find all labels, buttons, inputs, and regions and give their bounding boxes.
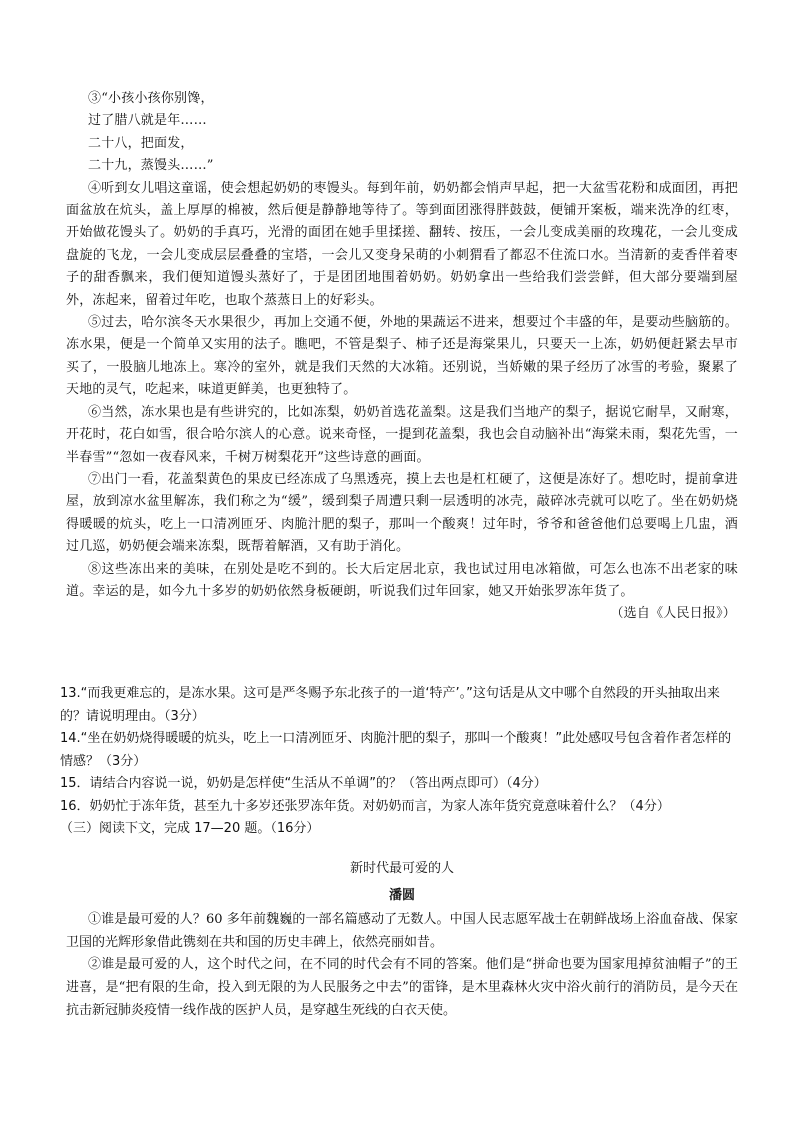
poem-line: ③“小孩小孩你别馋，: [88, 91, 214, 106]
poem-line: 二十九，蒸馒头……”: [88, 158, 214, 174]
article-author: 潘圆: [388, 887, 415, 903]
paragraph-4: ④听到女儿唱这童谣，使会想起奶奶的枣馒头。每到年前，奶奶都会悄声早起，把一大盆雪花粉和成面团，再把面盆放在炕头，盖上厚厚的棉被，然后便是静静地等待了。等到面团涨得胖鼓鼓，便铺开案板，端来洗净的红枣，开始做花馒头了。奶奶的手真巧，光滑的面团在她手里揉搓、翻转、按压，一会儿变成美丽的玫瑰花，一会儿变成盘旋的飞龙，一会儿变成层层叠叠的宝塔，一会儿又变身呆萌的小刺猬看了都忍不住流口水。当清新的麦香伴着枣子的甜香飘来，我们便知道馒头蒸好了，于是团团地围着奶奶。奶奶拿出一些给我们尝尝鲜，但大部分要端到屋外，冻起来，留着过年吃，也取个蒸蒸日上的好彩头。: [66, 180, 738, 308]
second-article: [66, 858, 738, 1022]
source-citation: （选自《人民日报》）: [610, 606, 736, 622]
question-16: 16．奶奶忙于冻年货，甚至九十多岁还张罗冻年货。对奶奶而言，为家人冻年货究竟意味着什么？（4分）: [60, 798, 670, 814]
paragraph-8: ⑧这些冻出来的美味，在别处是吃不到的。长大后定居北京，我也试过用电冰箱做，可怎么也冻不出老家的味道。幸运的是，如今九十多岁的奶奶依然身板硬朗，听说我们过年回家，她又开始张罗冻年货了。: [66, 561, 738, 599]
article-paragraph-1: ①谁是最可爱的人？60 多年前魏巍的一部名篇感动了无数人。中国人民志愿军战士在朝鲜战场上浴血奋战、保家卫国的光辉形象借此镌刻在共和国的历史丰碑上，依然亮丽如昔。: [66, 912, 738, 950]
question-list: [60, 683, 740, 841]
question-13: 13.“而我更难忘的，是冻水果。这可是严冬赐予东北孩子的一道‘特产’。”这句话是从文中哪个自然段的开头抽取出来的？请说明理由。（3分）: [60, 686, 720, 724]
paragraph-6: ⑥当然，冻水果也是有些讲究的，比如冻梨，奶奶首选花盖梨。这是我们当地产的梨子，据说它耐旱，又耐寒，开花时，花白如雪，很合哈尔滨人的心意。说来奇怪，一提到花盖梨，我也会自动脑补出“海棠未雨，梨花先雪，一半春雪”“忽如一夜春风来，千树万树梨花开”这些诗意的画面。: [66, 404, 738, 465]
question-15: 15．请结合内容说一说，奶奶是怎样使“生活从不单调”的？（答出两点即可）（4分）: [60, 776, 547, 791]
section-heading: （三）阅读下文，完成 17—20 题。（16分）: [60, 821, 320, 836]
poem-line: 过了腊八就是年……: [88, 113, 207, 129]
question-14: 14.“坐在奶奶烧得暖暖的炕头，吃上一口清冽匝牙、肉脆汁肥的梨子，那叫一个酸爽！”此处感叹号包含着作者怎样的情感？（3分）: [60, 731, 732, 769]
reading-passage: [66, 88, 738, 626]
paragraph-5: ⑤过去，哈尔滨冬天水果很少，再加上交通不便，外地的果蔬运不进来，想要过个丰盛的年，是要动些脑筋的。冻水果，便是一个简单又实用的法子。瞧吧，不管是梨子、柿子还是海棠果儿，只要天一上冻，奶奶便赶紧去早市买了，一股脑儿地冻上。寒冷的室外，就是我们天然的大冰箱。还别说，当娇嫩的果子经历了冰雪的考验，聚累了天地的灵气，吃起来，味道更鲜美，也更独特了。: [66, 315, 738, 398]
paragraph-7: ⑦出门一看，花盖梨黄色的果皮已经冻成了乌黑透亮，摸上去也是杠杠硬了，这便是冻好了。想吃时，提前拿进屋，放到凉水盆里解冻，我们称之为“缓”，缓到梨子周遭只剩一层透明的冰壳，敲碎冰壳就可以吃了。坐在奶奶烧得暖暖的炕头，吃上一口清冽匝牙、肉脆汁肥的梨子，那叫一个酸爽！过年时，爷爷和爸爸他们总要喝上几盅，酒过几巡，奶奶便会端来冻梨，既帮着解酒，又有助于消化。: [66, 471, 738, 555]
article-title: 新时代最可爱的人: [349, 861, 454, 876]
poem-line: 二十八，把面发，: [88, 135, 194, 151]
article-paragraph-2: ②谁是最可爱的人，这个时代之问，在不同的时代会有不同的答案。他们是“拼命也要为国家甩掉贫油帽子”的王进喜，是“把有限的生命，投入到无限的为人民服务之中去”的雷锋，是木里森林火灾中浴火前行的消防员，是今天在抗击新冠肺炎疫情一线作战的医护人员，是穿越生死线的白衣天使。: [66, 957, 738, 1018]
